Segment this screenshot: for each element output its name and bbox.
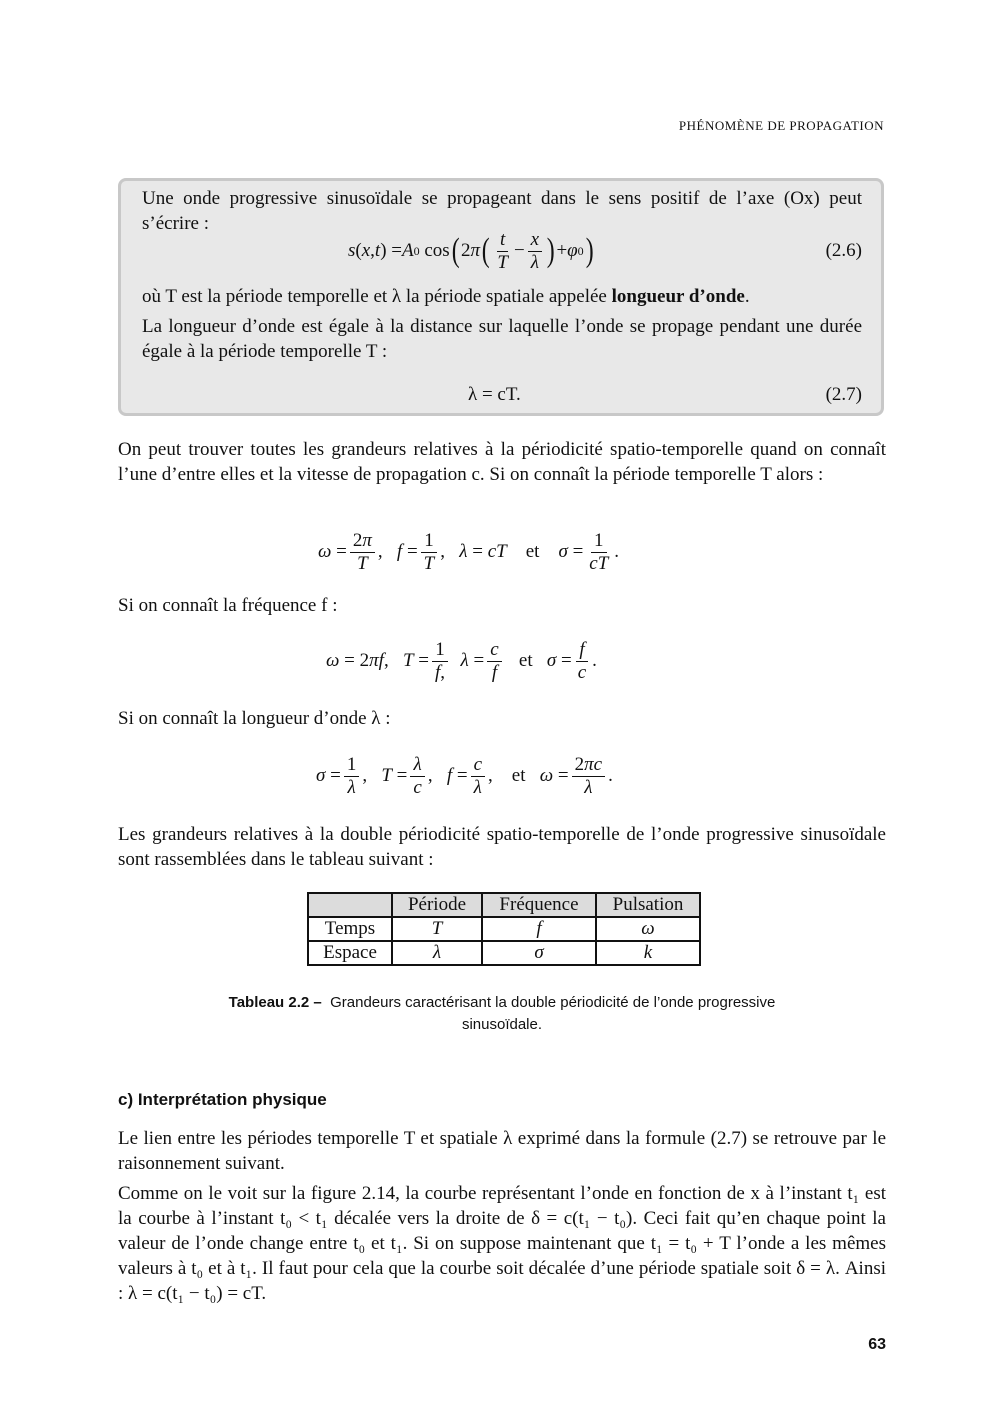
table-cell: Temps	[308, 917, 392, 941]
equation-2-6: s ( x , t ) = A 0 cos ( 2 π ( $\frac{t}{T}$ − $\frac{x}{\lambda}$ ) + φ 0 )	[348, 228, 594, 273]
running-header: PHÉNOMÈNE DE PROPAGATION	[678, 118, 884, 133]
equations-from-frequency: ω = 2 π f , T = $\frac{1}{f,}$ λ = $\frac{c}{f}$ et σ = $\frac{f}{c}$ .	[326, 638, 597, 683]
paragraph-2: Si on connaît la fréquence f :	[118, 595, 338, 616]
caption-label: Tableau 2.2 –	[228, 994, 322, 1011]
et-3: et	[511, 765, 526, 786]
wavelength-definition: La longueur d’onde est égale à la distance sur laquelle l’onde se propage pendant une durée égale à la période temporelle T :	[142, 316, 862, 362]
table-row	[308, 941, 700, 965]
equation-2-6-number: (2.6)	[825, 240, 862, 261]
table-caption	[190, 992, 814, 1036]
box-intro-line1: Une onde progressive sinusoïdale se propageant dans le sens positif de l’axe (Ox) peut	[142, 188, 862, 209]
table-cell: T	[392, 917, 482, 941]
table-cell: λ	[392, 941, 482, 965]
equations-from-period: ω = $\frac{2\pi}{T}$ , f = $\frac{1}{T}$ , λ = c T et σ = $\frac{1}{cT}$ .	[318, 529, 620, 574]
section-paragraph-2: Comme on le voit sur la figure 2.14, la courbe représentant l’onde en fonction de x à l’instant t₁ est la courbe à l’instant t₀ < t₁ décalée vers la droite de δ = c(t₁ − t₀). Ceci fait qu’en chaque point la valeur de l’onde change entre t₀ et t₁. Si on suppose maintenant que t₁ = t₀ + T l’onde a les mêmes valeurs à t₀ et à t₁. Il faut pour cela que la courbe soit décalée d’une période spatiale soit δ = λ. Ainsi : λ = c(t₁ − t₀) = cT.	[118, 1183, 886, 1304]
et-2: et	[518, 650, 533, 671]
section-paragraph-1: Le lien entre les périodes temporelle T et spatiale λ exprimé dans la formule (2.7) se retrouve par le raisonnement suivant.	[118, 1128, 886, 1174]
table-cell: σ	[482, 941, 596, 965]
table-row	[308, 917, 700, 941]
page-number: 63	[868, 1336, 886, 1353]
periodicity-table	[307, 892, 701, 966]
paragraph-3: Si on connaît la longueur d’onde λ :	[118, 708, 391, 729]
table-header-cell: Période	[392, 893, 482, 917]
et-1: et	[525, 541, 540, 562]
definition-term: longueur d’onde	[611, 286, 745, 307]
table-header-row	[308, 893, 700, 917]
definition-end: .	[744, 286, 750, 307]
section-title: c) Interprétation physique	[118, 1090, 327, 1109]
box-intro-line2: s’écrire :	[142, 213, 209, 234]
paragraph-1: On peut trouver toutes les grandeurs relatives à la périodicité spatio-temporelle quand on connaît l’une d’entre elles et la vitesse de propagation c. Si on connaît la période temporelle T alors :	[118, 439, 886, 485]
table-cell: ω	[596, 917, 700, 941]
equation-2-7-number: (2.7)	[825, 384, 862, 405]
table-cell: k	[596, 941, 700, 965]
definition-text: où T est la période temporelle et λ la période spatiale appelée	[142, 286, 612, 307]
equations-from-wavelength: σ = $\frac{1}{\lambda}$ , T = $\frac{\lambda}{c}$ , f = $\frac{c}{\lambda}$ , et ω = $\frac{2\pi c}{\lambda}$ .	[316, 753, 613, 798]
definition-line	[142, 284, 862, 309]
equation-2-7: λ = cT.	[468, 384, 521, 405]
table-header-cell: Pulsation	[596, 893, 700, 917]
table-header-cell: Fréquence	[482, 893, 596, 917]
table-header-cell	[308, 893, 392, 917]
table-cell: f	[482, 917, 596, 941]
caption-text: Grandeurs caractérisant la double périodicité de l’onde progressive sinusoïdale.	[330, 994, 776, 1033]
table-cell: Espace	[308, 941, 392, 965]
paragraph-4: Les grandeurs relatives à la double périodicité spatio-temporelle de l’onde progressive sinusoïdale sont rassemblées dans le tableau suivant :	[118, 824, 886, 870]
